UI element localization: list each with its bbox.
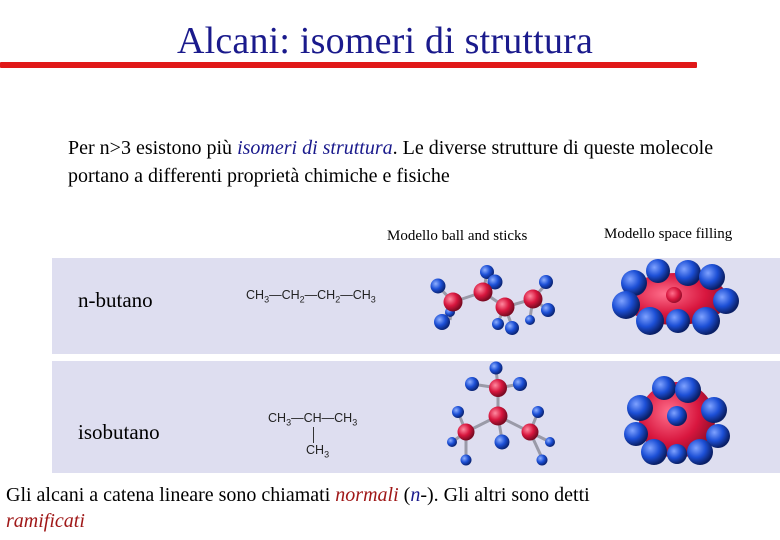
- title-underline: [0, 62, 697, 68]
- ball-and-sticks-label: Modello ball and sticks: [387, 228, 528, 244]
- formula-part: —CH: [340, 288, 371, 302]
- isobutane-branch-bond: [313, 427, 314, 443]
- space-filling-label: Modello space filling: [604, 226, 733, 242]
- n-butane-formula: [246, 288, 376, 305]
- formula-sub: 3: [370, 294, 376, 305]
- formula-sub: 3: [286, 417, 292, 428]
- formula-sub: 3: [352, 417, 358, 428]
- n-butane-name: n-butano: [78, 288, 153, 312]
- footer-normali: normali: [335, 484, 399, 506]
- formula-sub: 3: [324, 449, 330, 460]
- intro-part-1: Per n>3 esistono più: [68, 137, 238, 159]
- intro-text: [68, 134, 758, 190]
- isobutane-ball-stick-model: [446, 360, 566, 468]
- footer-part-3: -). Gli altri sono detti: [420, 484, 590, 506]
- isobutane-formula-branch: [306, 443, 329, 460]
- footer-n: n: [410, 484, 421, 506]
- formula-part: —CH: [269, 288, 300, 302]
- formula-part: CH: [268, 411, 287, 425]
- formula-sub: 3: [264, 294, 270, 305]
- footer-text: [6, 482, 776, 534]
- formula-sub: 2: [299, 294, 305, 305]
- footer-part-2: (: [398, 484, 411, 506]
- intro-highlight: isomeri di struttura: [237, 137, 393, 159]
- n-butane-ball-stick-model: [420, 262, 565, 344]
- isobutane-formula: [268, 411, 357, 428]
- footer-ramificati: ramificati: [6, 510, 85, 532]
- formula-part: —CH—CH: [291, 411, 353, 425]
- n-butane-space-filling-model: [608, 257, 744, 339]
- formula-part: CH: [306, 443, 325, 457]
- footer-part-1: Gli alcani a catena lineare sono chiamati: [6, 484, 336, 506]
- slide-title: Alcani: isomeri di struttura: [176, 20, 594, 62]
- isobutane-name: isobutano: [78, 420, 160, 444]
- intro-part-2: . Le diverse strutture di queste molecole portano a differenti proprietà chimiche e fisiche: [68, 137, 714, 187]
- formula-sub: 2: [335, 294, 341, 305]
- isobutane-space-filling-model: [622, 370, 732, 466]
- formula-part: CH: [246, 288, 265, 302]
- formula-part: —CH: [304, 288, 336, 302]
